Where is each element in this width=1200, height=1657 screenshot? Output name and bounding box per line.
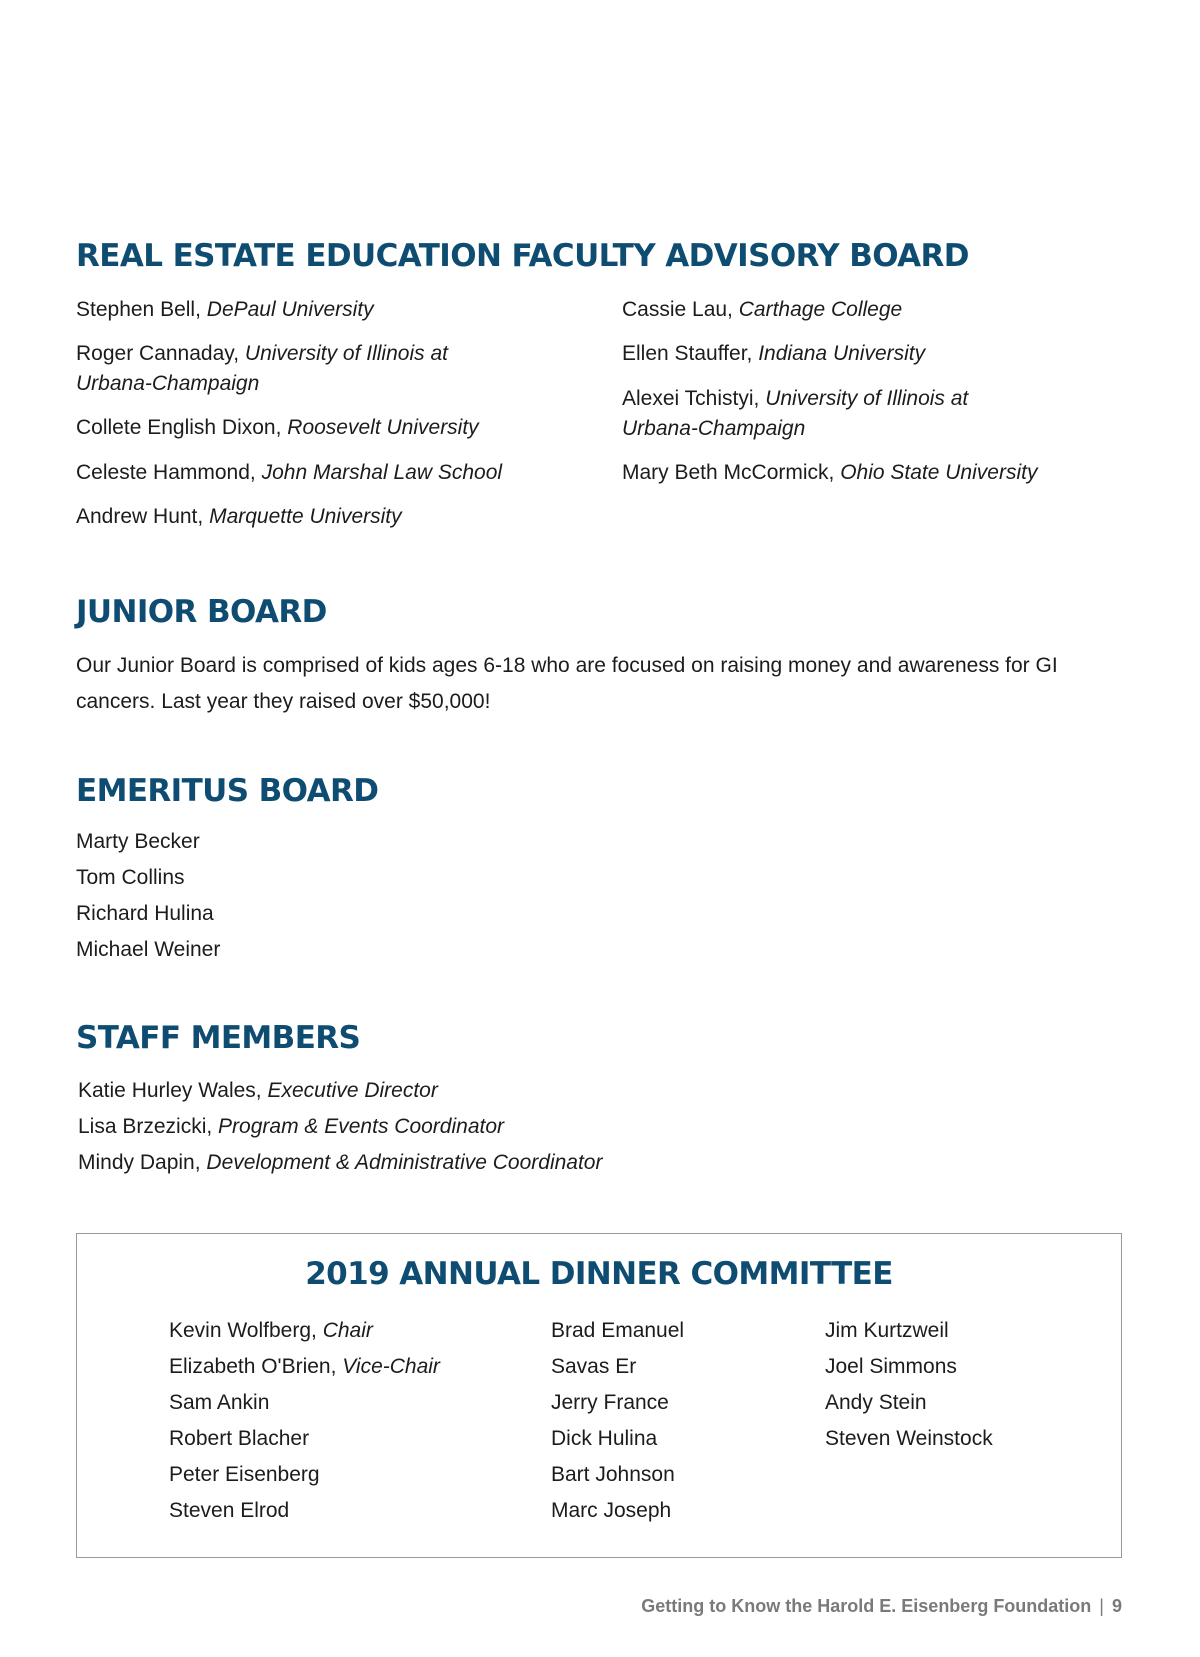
staff-heading: STAFF MEMBERS bbox=[76, 1020, 361, 1056]
committee-member: Brad Emanuel bbox=[551, 1319, 685, 1342]
faculty-member: Celeste Hammond, John Marshal Law School bbox=[76, 461, 503, 484]
staff-list bbox=[78, 1076, 602, 1184]
committee-member: Steven Weinstock bbox=[825, 1427, 993, 1450]
faculty-board-heading: REAL ESTATE EDUCATION FACULTY ADVISORY BOARD bbox=[76, 238, 969, 274]
emeritus-member: Tom Collins bbox=[76, 866, 185, 889]
committee-member: Marc Joseph bbox=[551, 1499, 672, 1522]
committee-member: Andy Stein bbox=[825, 1391, 927, 1414]
committee-member: Joel Simmons bbox=[825, 1355, 957, 1378]
footer-text: Getting to Know the Harold E. Eisenberg Foundation bbox=[641, 1596, 1092, 1616]
page-footer bbox=[641, 1596, 1122, 1617]
junior-board-heading: JUNIOR BOARD bbox=[76, 594, 327, 630]
faculty-member: Roger Cannaday, University of Illinois at Urbana-Champaign bbox=[76, 342, 448, 395]
dinner-committee-column-2 bbox=[551, 1316, 684, 1532]
emeritus-board-heading: EMERITUS BOARD bbox=[76, 773, 379, 809]
committee-member: Bart Johnson bbox=[551, 1463, 675, 1486]
staff-member: Katie Hurley Wales, Executive Director bbox=[78, 1079, 438, 1102]
committee-member: Savas Er bbox=[551, 1355, 637, 1378]
staff-member: Lisa Brzezicki, Program & Events Coordinator bbox=[78, 1115, 505, 1138]
faculty-member: Alexei Tchistyi, University of Illinois at Urbana-Champaign bbox=[622, 387, 969, 440]
dinner-committee-heading: 2019 ANNUAL DINNER COMMITTEE bbox=[305, 1256, 893, 1292]
emeritus-member: Marty Becker bbox=[76, 830, 200, 853]
committee-member: Robert Blacher bbox=[169, 1427, 310, 1450]
committee-member: Peter Eisenberg bbox=[169, 1463, 320, 1486]
emeritus-member: Richard Hulina bbox=[76, 902, 214, 925]
faculty-member: Mary Beth McCormick, Ohio State University bbox=[622, 461, 1038, 484]
committee-member: Jerry France bbox=[551, 1391, 669, 1414]
committee-member: Sam Ankin bbox=[169, 1391, 270, 1414]
dinner-committee-column-1 bbox=[169, 1316, 440, 1532]
dinner-committee-box bbox=[76, 1233, 1122, 1558]
emeritus-list bbox=[76, 827, 220, 971]
footer-separator: | bbox=[1099, 1596, 1104, 1616]
committee-member: Elizabeth O'Brien, Vice-Chair bbox=[169, 1355, 440, 1378]
dinner-committee-column-3 bbox=[825, 1316, 993, 1460]
committee-member: Kevin Wolfberg, Chair bbox=[169, 1319, 373, 1342]
committee-member: Steven Elrod bbox=[169, 1499, 290, 1522]
faculty-member: Stephen Bell, DePaul University bbox=[76, 298, 374, 321]
faculty-member: Ellen Stauffer, Indiana University bbox=[622, 342, 926, 365]
faculty-member: Andrew Hunt, Marquette University bbox=[76, 505, 402, 528]
emeritus-member: Michael Weiner bbox=[76, 938, 221, 961]
committee-member: Jim Kurtzweil bbox=[825, 1319, 949, 1342]
committee-member: Dick Hulina bbox=[551, 1427, 658, 1450]
faculty-member: Collete English Dixon, Roosevelt University bbox=[76, 416, 479, 439]
faculty-member: Cassie Lau, Carthage College bbox=[622, 298, 903, 321]
page-number: 9 bbox=[1111, 1596, 1122, 1616]
junior-board-description: Our Junior Board is comprised of kids ages 6-18 who are focused on raising money and awareness for GI cancers. Last year they raised over $50,000! bbox=[76, 654, 1058, 713]
staff-member: Mindy Dapin, Development & Administrative Coordinator bbox=[78, 1151, 603, 1174]
